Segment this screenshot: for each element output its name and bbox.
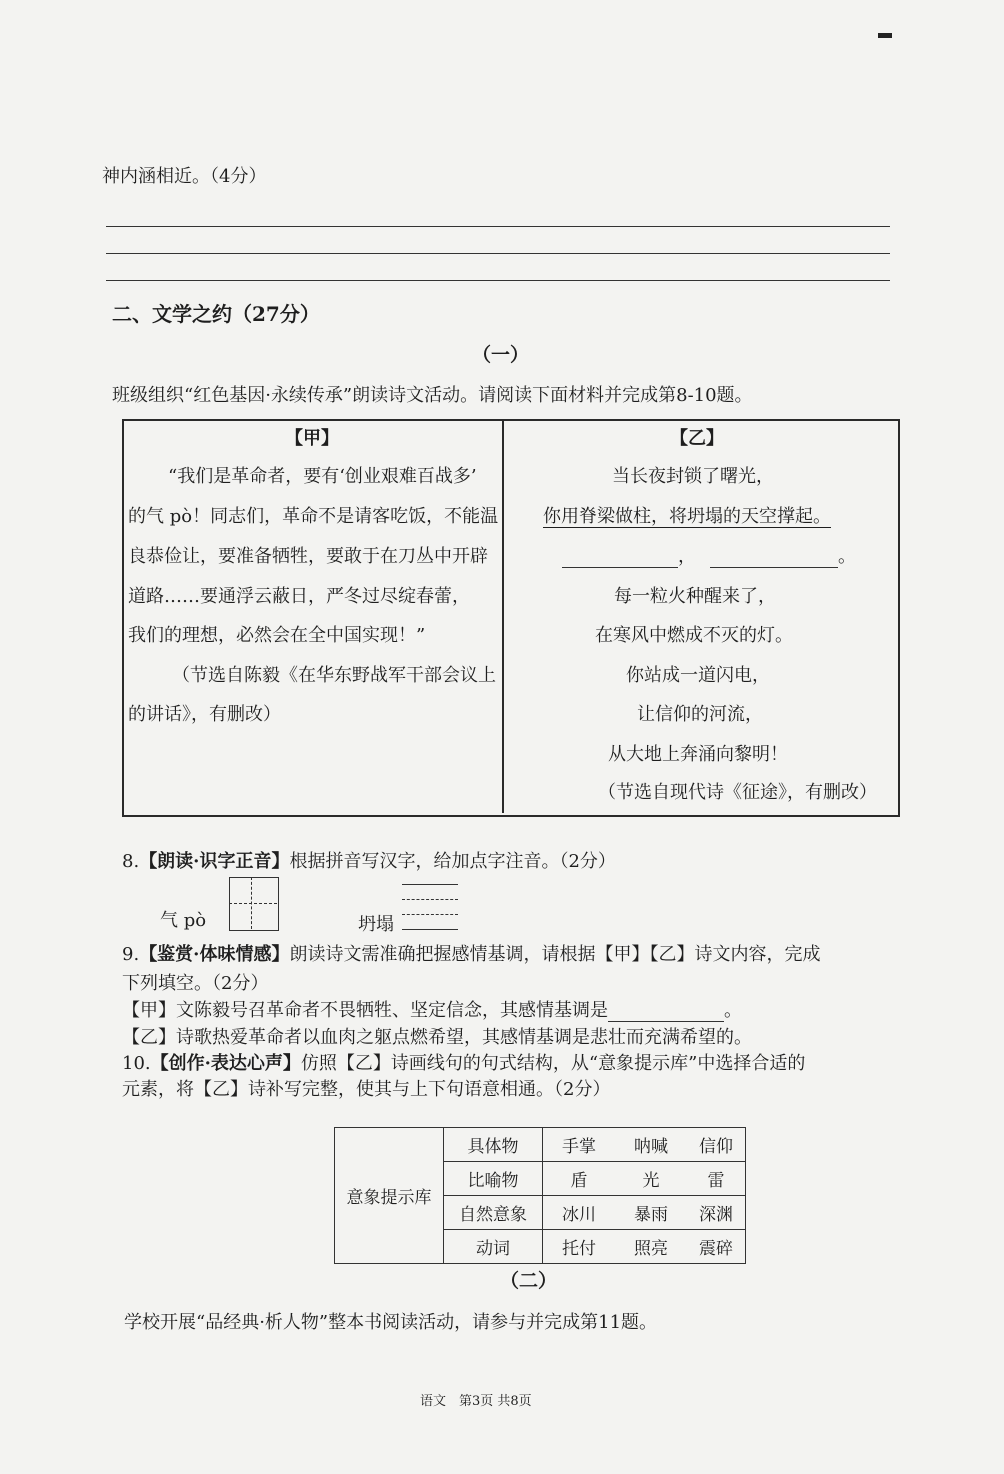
q11-intro: 学校开展“品经典·析人物”整本书阅读活动，请参与并完成第11题。 [124, 1312, 658, 1333]
imagery-item: 震碎 [687, 1230, 746, 1264]
imagery-item: 盾 [543, 1162, 616, 1196]
yi-blank-2[interactable] [710, 549, 838, 568]
jia-line: 我们的理想，必然会在全中国实现！” [128, 625, 426, 646]
intro-text: 班级组织“红色基因·永续传承”朗读诗文活动。请阅读下面材料并完成第8-10题。 [112, 385, 753, 406]
corner-mark [878, 33, 892, 38]
imagery-category: 具体物 [444, 1128, 543, 1162]
q10-tag: 【创作·表达心声】 [150, 1053, 301, 1074]
answer-line-3[interactable] [106, 280, 890, 281]
q9-line-4: 【乙】诗歌热爱革命者以血肉之躯点燃希望，其感情基调是悲壮而充满希望的。 [122, 1027, 752, 1048]
yi-underlined-line: 你用脊梁做柱，将坍塌的天空撑起。 [543, 506, 831, 527]
q8-box-guide [229, 903, 277, 904]
jia-line: 良恭俭让，要准备牺牲，要敢于在刀丛中开辟 [128, 546, 488, 567]
answer-line-2[interactable] [106, 253, 890, 254]
q9-line-1 [122, 940, 820, 966]
q8-tag: 【朗读·识字正音】 [139, 851, 290, 872]
imagery-item: 托付 [543, 1230, 616, 1264]
jia-line: “我们是革命者，要有‘创业艰难百战多’ [168, 466, 477, 487]
imagery-title: 意象提示库 [335, 1128, 444, 1264]
imagery-item: 呐喊 [615, 1128, 687, 1162]
imagery-table [334, 1127, 746, 1264]
q9-line-3 [122, 996, 742, 1022]
q10-line-2: 元素，将【乙】诗补写完整，使其与上下句语意相通。（2分） [122, 1079, 611, 1100]
q8-num: 8. [122, 851, 140, 872]
jia-line: （节选自陈毅《在华东野战军干部会议上 [172, 665, 496, 686]
q9-line-3-text: 【甲】文陈毅号召革命者不畏牺牲、坚定信念，其感情基调是 [122, 1000, 608, 1021]
part-one-heading: （一） [472, 344, 530, 366]
jia-line: 的讲话》，有删改） [128, 704, 281, 725]
pinyin-line [402, 884, 458, 885]
imagery-item: 暴雨 [615, 1196, 687, 1230]
jia-line: 道路……要通浮云蔽日，严冬过尽绽春蕾， [128, 586, 470, 607]
imagery-item: 雷 [687, 1162, 746, 1196]
jia-line: 的气 pò！同志们，革命不是请客吃饭，不能温 [128, 506, 499, 527]
jia-label: 【甲】 [285, 428, 339, 449]
imagery-item: 深渊 [687, 1196, 746, 1230]
top-text: 神内涵相近。（4分） [102, 166, 267, 187]
q9-line-3-end: 。 [724, 1000, 742, 1021]
imagery-item: 照亮 [615, 1230, 687, 1264]
q8-text [122, 847, 616, 873]
imagery-category: 自然意象 [444, 1196, 543, 1230]
q8-answer-box[interactable] [229, 877, 279, 931]
yi-line: 每一粒火种醒来了， [614, 586, 776, 607]
yi-comma: ， [678, 546, 696, 567]
pinyin-line [402, 899, 458, 900]
yi-label: 【乙】 [670, 428, 724, 449]
yi-line: 你站成一道闪电， [626, 665, 770, 686]
yi-line: 在寒风中燃成不灭的灯。 [595, 625, 793, 646]
q10-line-1 [122, 1049, 805, 1075]
q8-body: 根据拼音写汉字，给加点字注音。（2分） [289, 851, 616, 872]
imagery-item: 冰川 [543, 1196, 616, 1230]
q8-item-2: 坍塌 [358, 914, 394, 935]
answer-line-1[interactable] [106, 226, 890, 227]
q9-answer-blank[interactable] [608, 1003, 724, 1022]
yi-period: 。 [838, 546, 856, 567]
yi-blank-line [562, 542, 856, 568]
imagery-category: 动词 [444, 1230, 543, 1264]
imagery-category: 比喻物 [444, 1162, 543, 1196]
q9-line-2: 下列填空。（2分） [122, 973, 269, 994]
yi-line: 当长夜封锁了曙光， [612, 466, 774, 487]
pinyin-line [402, 929, 458, 930]
yi-line: （节选自现代诗《征途》，有删改） [598, 782, 877, 803]
q9-tag: 【鉴赏·体味情感】 [139, 944, 290, 965]
q8-item-1: 气 pò [160, 910, 207, 931]
section-title: 二、文学之约（27分） [112, 302, 320, 326]
yi-line: 从大地上奔涌向黎明！ [608, 744, 788, 765]
imagery-item: 信仰 [687, 1128, 746, 1162]
part-two-heading: （二） [500, 1270, 558, 1292]
q10-num: 10. [122, 1053, 151, 1074]
page-footer: 语文 第3页 共8页 [420, 1394, 532, 1409]
q9-body: 朗读诗文需准确把握感情基调，请根据【甲】【乙】诗文内容，完成 [289, 944, 821, 965]
yi-line: 让信仰的河流， [637, 704, 763, 725]
q9-num: 9. [122, 944, 140, 965]
imagery-item: 光 [615, 1162, 687, 1196]
imagery-item: 手掌 [543, 1128, 616, 1162]
q10-body: 仿照【乙】诗画线句的句式结构，从“意象提示库”中选择合适的 [300, 1053, 806, 1074]
material-divider [502, 421, 504, 813]
pinyin-line [402, 914, 458, 915]
yi-blank-1[interactable] [562, 549, 678, 568]
